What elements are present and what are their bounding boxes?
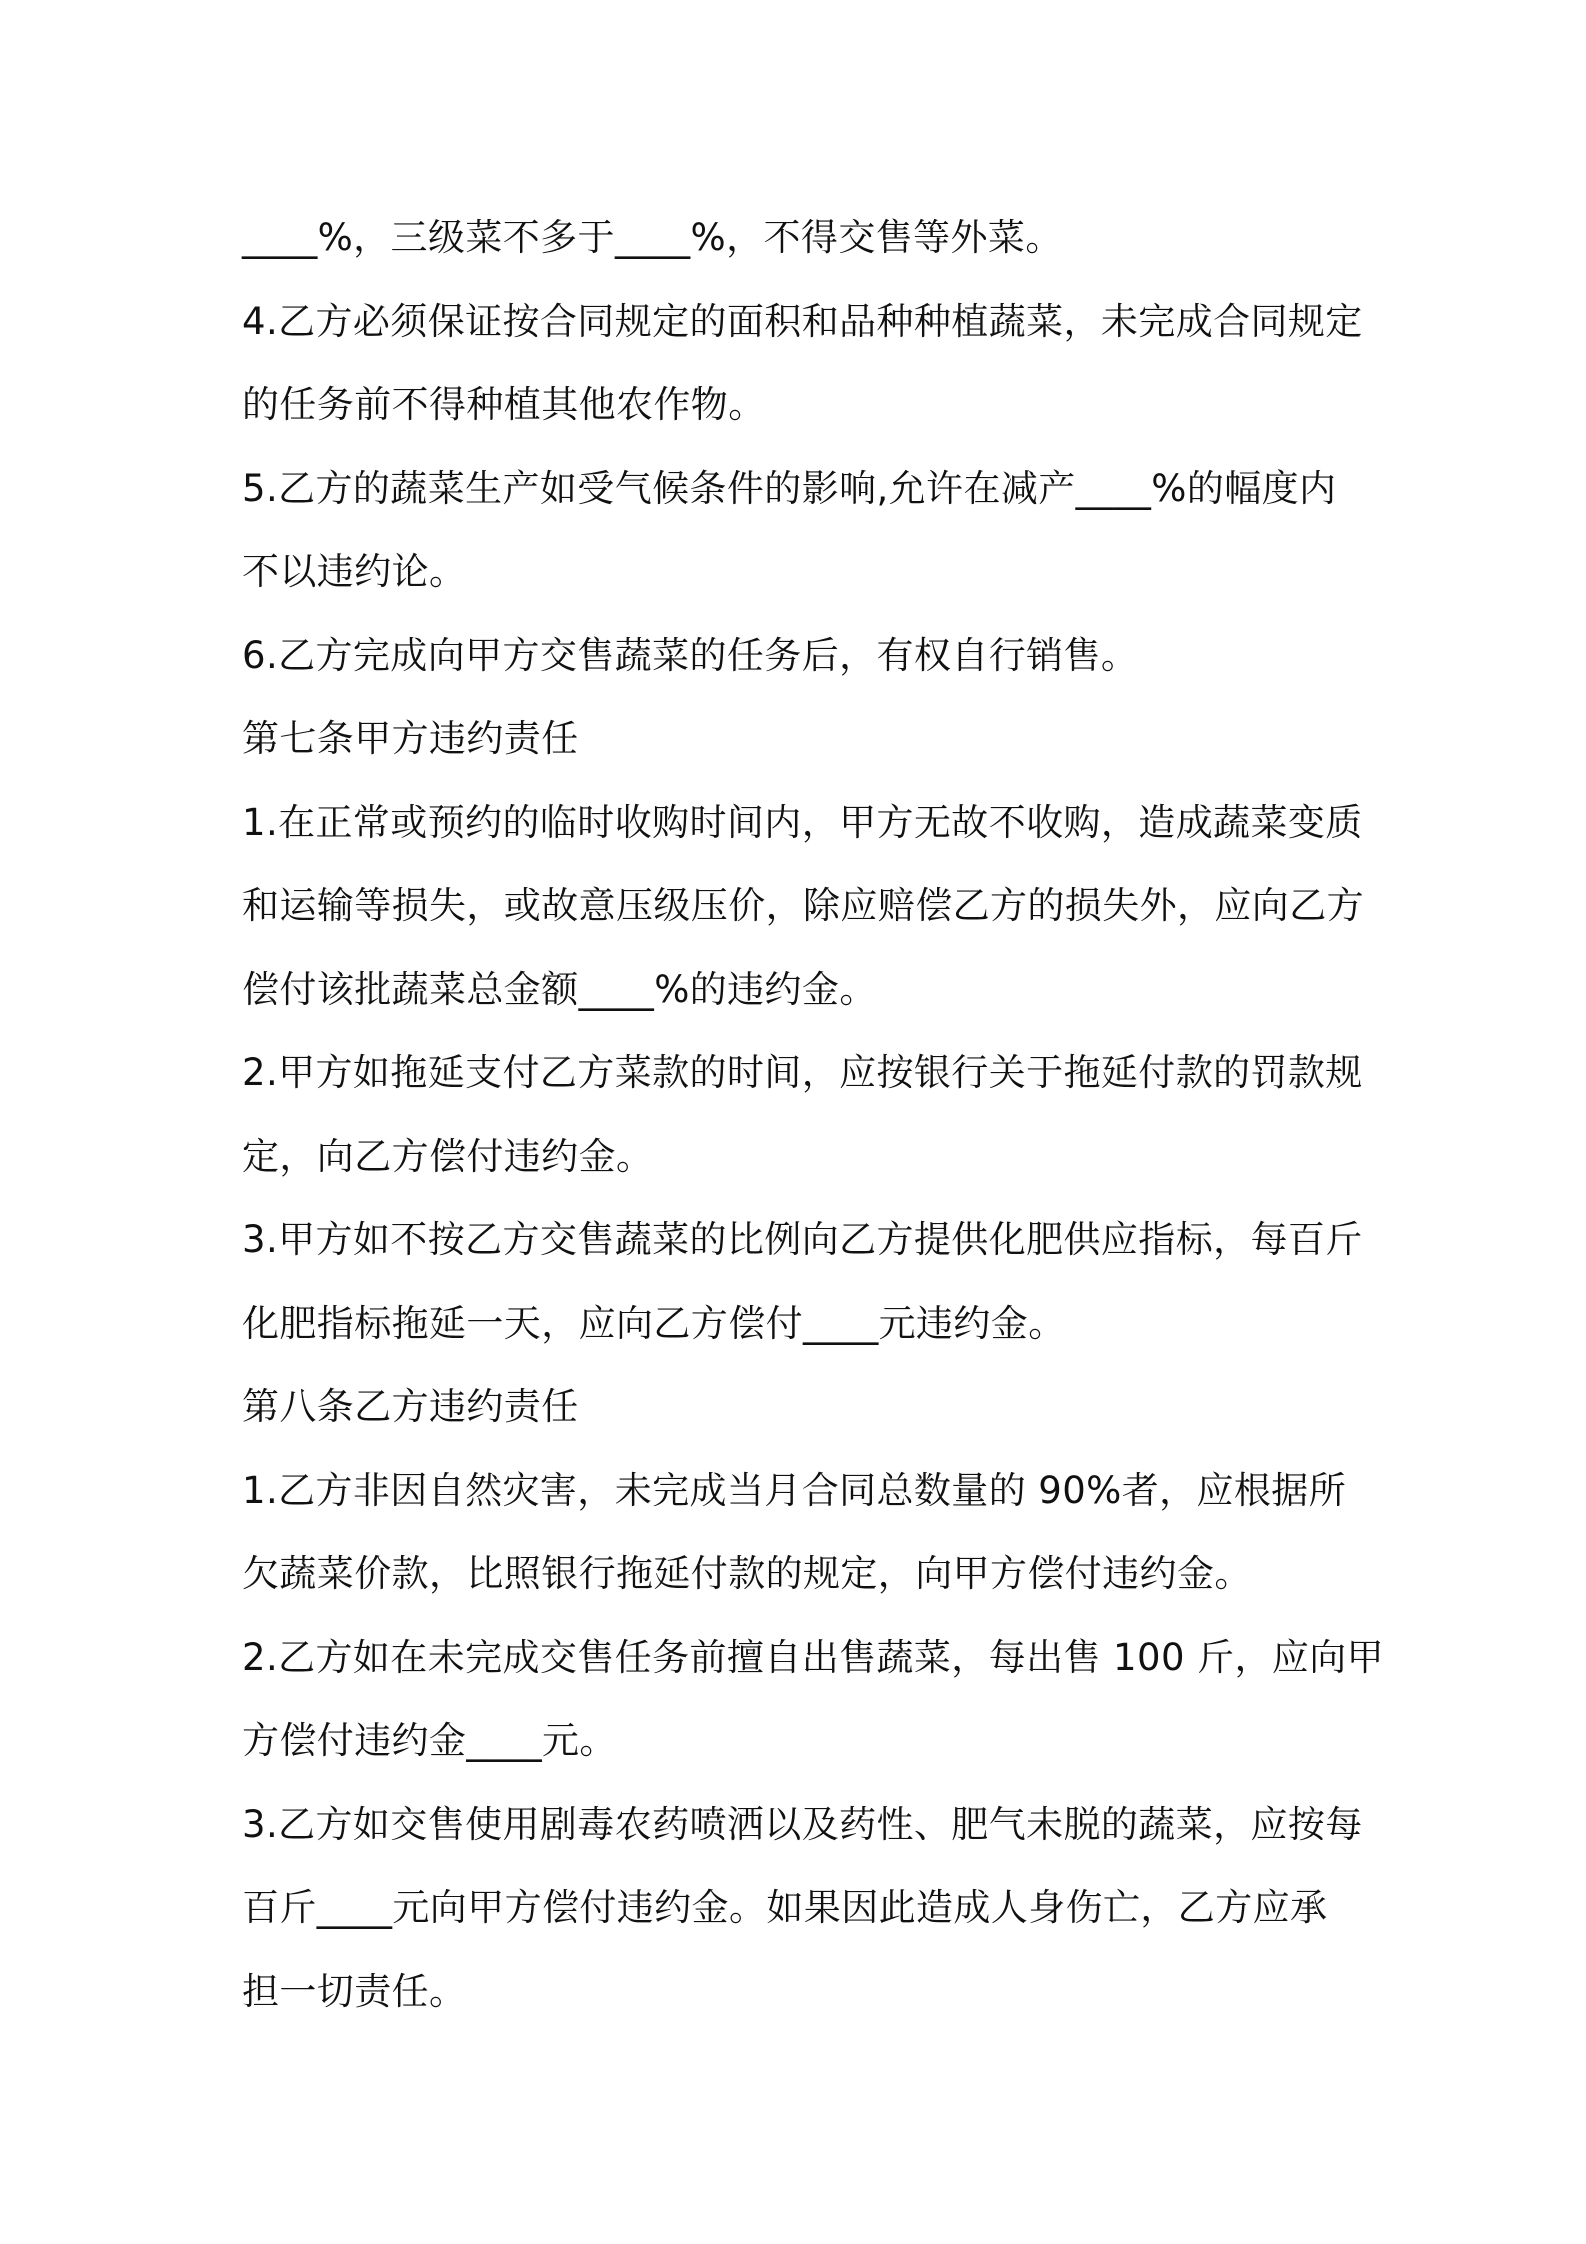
- text-line-4: 5.乙方的蔬菜生产如受气候条件的影响,允许在减产____%的幅度内: [242, 466, 1337, 510]
- text-line-10: 偿付该批蔬菜总金额____%的违约金。: [242, 967, 877, 1011]
- text-line-21: 百斤____元向甲方偿付违约金。如果因此造成人身伤亡，乙方应承: [242, 1886, 1328, 1929]
- text-line-11: 2.甲方如拖延支付乙方菜款的时间，应按银行关于拖延付款的罚款规: [242, 1051, 1363, 1094]
- text-line-3: 的任务前不得种植其他农作物。: [242, 383, 766, 426]
- text-line-17: 欠蔬菜价款，比照银行拖延付款的规定，向甲方偿付违约金。: [242, 1552, 1252, 1595]
- text-line-13: 3.甲方如不按乙方交售蔬菜的比例向乙方提供化肥供应指标，每百斤: [242, 1218, 1363, 1261]
- text-line-8: 1.在正常或预约的临时收购时间内，甲方无故不收购，造成蔬菜变质: [242, 800, 1363, 844]
- text-line-20: 3.乙方如交售使用剧毒农药喷洒以及药性、肥气未脱的蔬菜，应按每: [242, 1802, 1363, 1846]
- text-line-19: 方偿付违约金____元。: [242, 1719, 617, 1762]
- text-line-9: 和运输等损失，或故意压级压价，除应赔偿乙方的损失外，应向乙方: [242, 884, 1364, 927]
- document-body: [242, 196, 1385, 2033]
- section-heading-7: 第七条甲方违约责任: [242, 717, 579, 760]
- text-line-12: 定，向乙方偿付违约金。: [242, 1134, 654, 1178]
- text-line-2: 4.乙方必须保证按合同规定的面积和品种种植蔬菜，未完成合同规定: [242, 299, 1363, 343]
- text-line-6: 6.乙方完成向甲方交售蔬菜的任务后，有权自行销售。: [242, 633, 1139, 677]
- text-line-18: 2.乙方如在未完成交售任务前擅自出售蔬菜，每出售 100 斤，应向甲: [242, 1635, 1385, 1679]
- text-line-22: 担一切责任。: [242, 1969, 467, 2013]
- text-line-14: 化肥指标拖延一天，应向乙方偿付____元违约金。: [242, 1301, 1066, 1345]
- text-line-5: 不以违约论。: [242, 550, 467, 593]
- text-line-16: 1.乙方非因自然灾害，未完成当月合同总数量的 90%者，应根据所: [242, 1468, 1347, 1512]
- section-heading-8: 第八条乙方违约责任: [242, 1385, 579, 1428]
- text-line-1: ____%，三级菜不多于____%，不得交售等外菜。: [242, 216, 1063, 259]
